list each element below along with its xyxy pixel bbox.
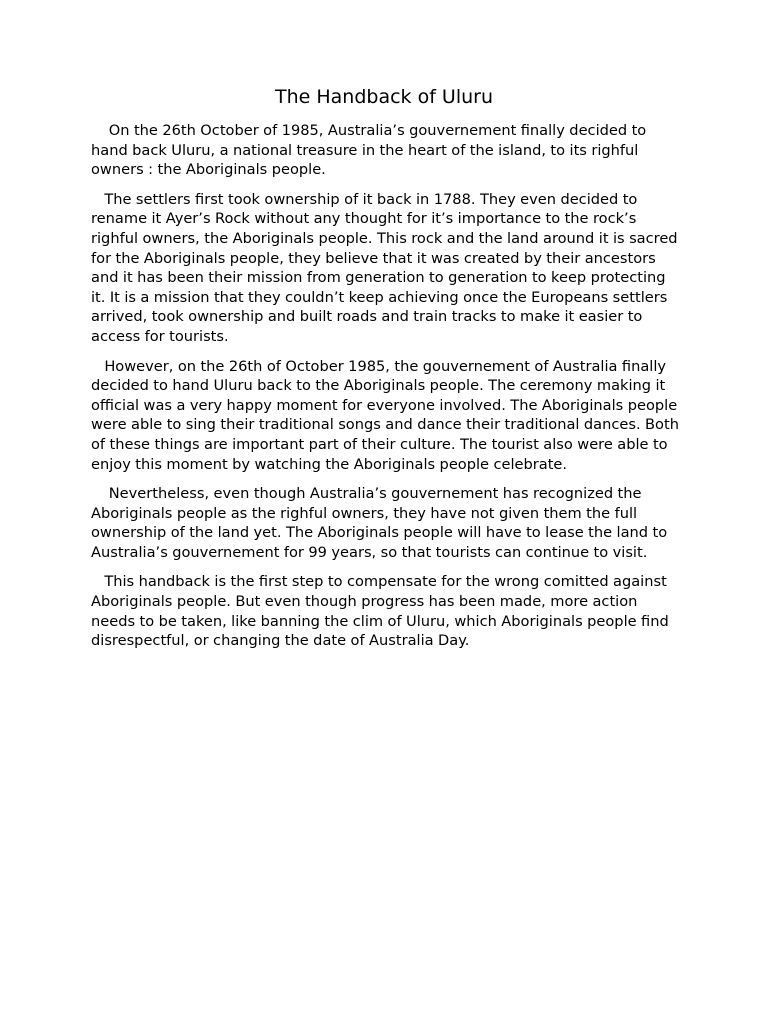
paragraph-4: Nevertheless, even though Australia’s gouvernement has recognized the Aboriginals people as the righful owners, they have not given them the full ownership of the land yet. The Aboriginals people will have to lease the land to Australia’s gouvernement for 99 years, so that tourists can continue to visit. <box>91 485 672 561</box>
document-title: The Handback of Uluru <box>274 86 494 108</box>
paragraph-5: This handback is the first step to compensate for the wrong comitted against Aboriginals people. But even though progress has been made, more action needs to be taken, like banning the clim of Uluru, which Aboriginals people find disrespectful, or changing the date of Australia Day. <box>91 573 674 650</box>
paragraph-2: The settlers first took ownership of it back in 1788. They even decided to rename it Ayer’s Rock without any thought for it’s importance to the rock’s righful owners, the Aboriginals people. This rock and the land around it is sacred for the Aboriginals people, they believe that it was created by their ancestors and it has been their mission from generation to generation to keep protecting it. It is a mission that they couldn’t keep achieving once the Europeans settlers arrived, took ownership and built roads and train tracks to make it easier to access for tourists. <box>91 190 683 345</box>
document-body <box>91 121 684 661</box>
paragraph-1: On the 26th October of 1985, Australia’s gouvernement finally decided to hand back Uluru, a national treasure in the heart of the island, to its righful owners : the Aboriginals people. <box>91 122 651 179</box>
paragraph-3: However, on the 26th of October 1985, the gouvernement of Australia finally decided to hand Uluru back to the Aboriginals people. The ceremony making it official was a very happy moment for everyone involved. The Aboriginals people were able to sing their traditional songs and dance their traditional dances. Both of these things are important part of their culture. The tourist also were able to enjoy this moment by watching the Aboriginals people celebrate. <box>91 357 684 473</box>
